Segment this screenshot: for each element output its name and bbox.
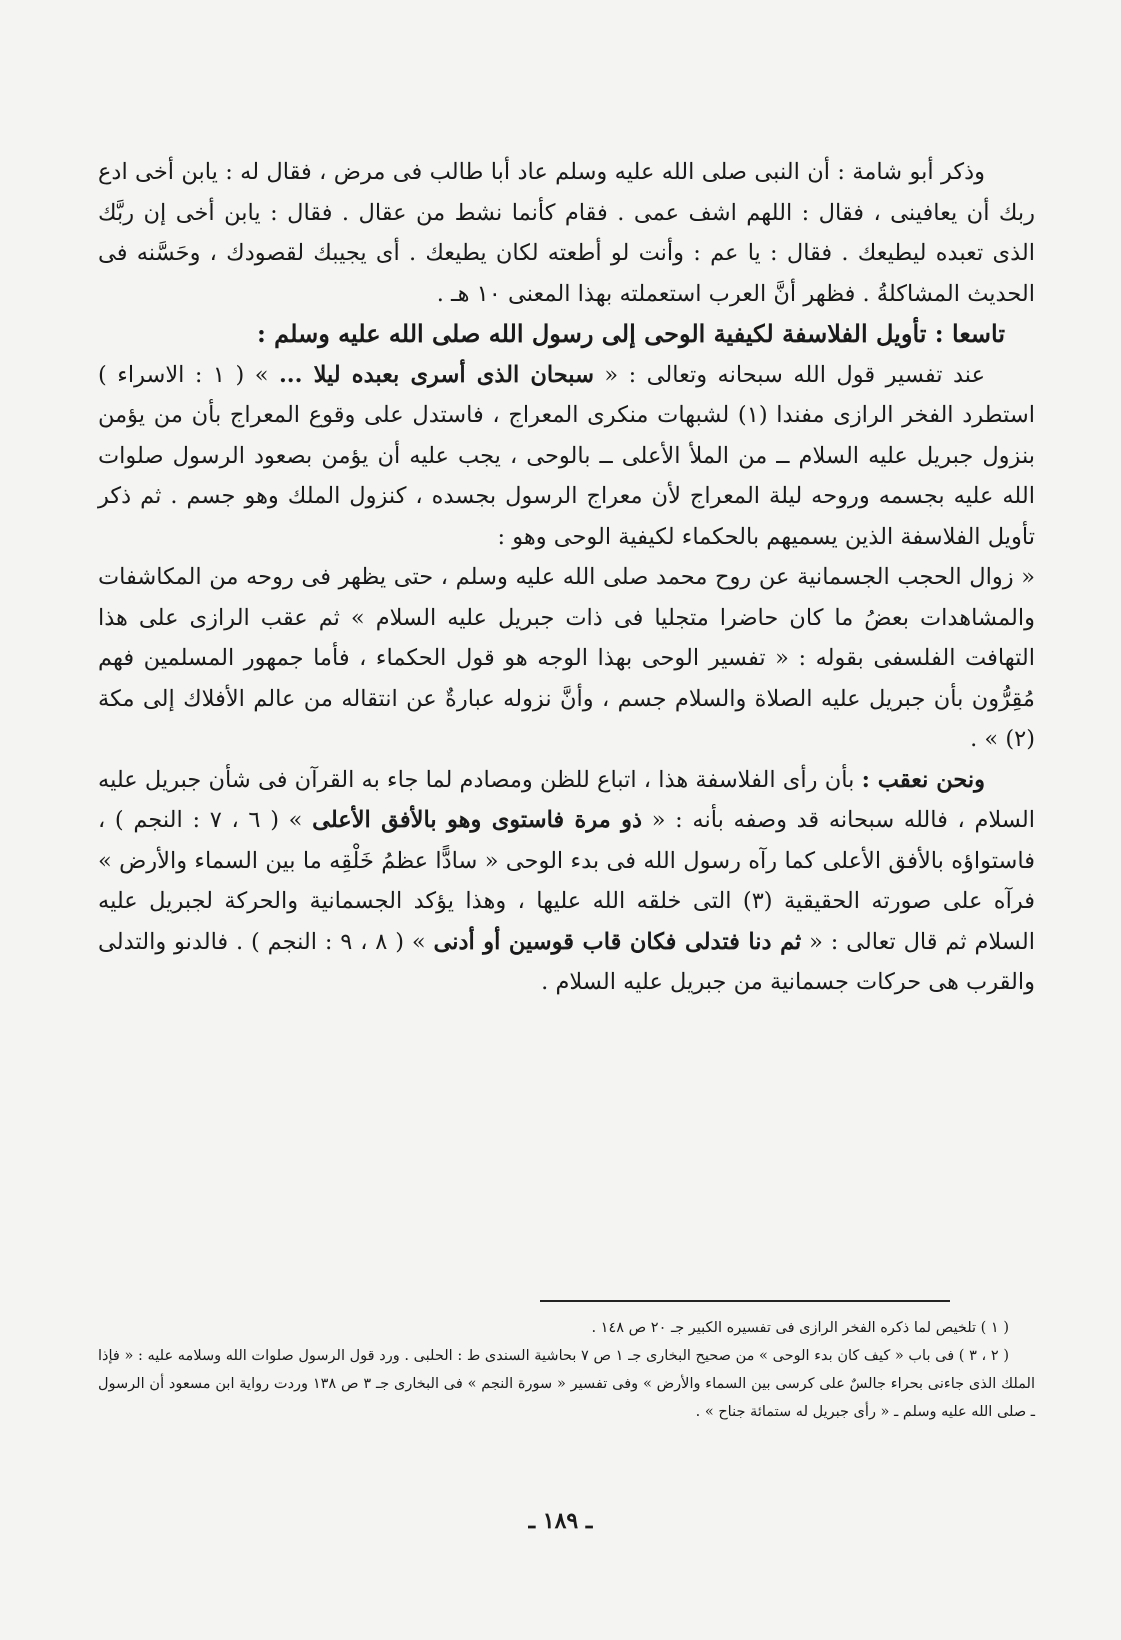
footnote-1: ( ١ ) تلخيص لما ذكره الفخر الرازى فى تفسيره الكبير جـ ٢٠ ص ١٤٨ . — [591, 1320, 1009, 1336]
paragraph-rebuttal-part-a: بأن رأى الفلاسفة هذا ، اتباع للظن ومصادم لما جاء به القرآن فى شأن جبريل عليه السلام ، فالله سبحانه قد وصفه بأنه : « — [98, 766, 1035, 833]
section-heading: تاسعا : تأويل الفلاسفة لكيفية الوحى إلى رسول الله صلى الله عليه وسلم : — [256, 319, 1005, 348]
quran-quote-isra: سبحان الذى أسرى بعبده ليلا ... — [278, 361, 594, 388]
footnote-2-3: ( ٢ ، ٣ ) فى باب « كيف كان بدء الوحى » من صحيح البخارى جـ ١ ص ٧ بحاشية السندى ط : الحلبى . ورد قول الرسول صلوات الله وسلامه عليه : « فإذا الملك الذى جاءنى بحراء جالسٌ على كرسى بين السماء والأرض » وفى تفسير « سورة النجم » فى البخارى جـ ٣ ص ١٣٨ وردت رواية ابن مسعود أن الرسول ـ صلى الله عليه وسلم ـ « رأى جبريل له ستمائة جناح » . — [98, 1348, 1035, 1420]
quran-quote-najm-1: ذو مرة فاستوى وهو بالأفق الأعلى — [312, 807, 643, 833]
main-text — [98, 152, 1035, 1003]
rebuttal-lead: ونحن نعقب : — [861, 766, 985, 793]
paragraph-razi-miraj-part-b: » ( ١ : الاسراء ) استطرد الفخر الرازى مفندا (١) لشبهات منكرى المعراج ، فاستدل على وقوع المعراج بأن من يؤمن بنزول جبريل عليه السلام ــ من الملأ الأعلى ــ بالوحى ، يجب عليه أن يؤمن بصعود الرسول صلوات الله عليه بجسمه وروحه ليلة المعراج لأن معراج الرسول بجسده ، كنزول الملك وهو جسم . ثم ذكر تأويل الفلاسفة الذين يسميهم بالحكماء لكيفية الوحى وهو : — [98, 361, 1036, 550]
quran-quote-najm-2: ثم دنا فتدلى فكان قاب قوسين أو أدنى — [433, 928, 802, 955]
paragraph-philosophers-view: « زوال الحجب الجسمانية عن روح محمد صلى الله عليه وسلم ، حتى يظهر فى روحه من المكاشفات والمشاهدات بعضُ ما كان حاضرا متجليا فى ذات جبريل عليه السلام » ثم عقب الرازى على هذا التهافت الفلسفى بقوله : « تفسير الوحى بهذا الوجه هو قول الحكماء ، فأما جمهور المسلمين فهم مُقِرُّون بأن جبريل عليه الصلاة والسلام جسم ، وأنَّ نزوله عبارةٌ عن انتقاله من عالم الأفلاك إلى مكة (٢) » . — [98, 564, 1035, 752]
footnote-divider — [540, 1300, 950, 1302]
paragraph-abu-shama: وذكر أبو شامة : أن النبى صلى الله عليه وسلم عاد أبا طالب فى مرض ، فقال له : يابن أخى ادع ربك أن يعافينى ، فقال : اللهم اشف عمى . فقام كأنما نشط من عقال . فقال : يابن أخى إن ربَّك الذى تعبده ليطيعك . فقال : يا عم : وأنت لو أطعته لكان يطيعك . أى يجيبك لقصودك ، وحَسَّنه فى الحديث المشاكلةُ . فظهر أنَّ العرب استعملته بهذا المعنى ١٠ هـ . — [98, 159, 1035, 307]
page-number: ـ ١٨٩ ـ — [528, 1508, 593, 1534]
paragraph-razi-miraj — [98, 355, 1035, 558]
footnotes — [98, 1314, 1035, 1426]
paragraph-rebuttal-part-b: » ( ٦ ، ٧ : النجم ) ، فاستواؤه بالأفق الأعلى كما رآه رسول الله فى بدء الوحى « سادًّا عظمُ خَلْقِه ما بين السماء والأرض » فرآه على صورته الحقيقية (٣) التى خلقه الله عليها ، وهذا يؤكد الجسمانية والحركة لجبريل عليه السلام ثم قال تعالى : « — [98, 807, 1035, 955]
paragraph-rebuttal-part-c: » ( ٨ ، ٩ : النجم ) . فالدنو والتدلى والقرب هى حركات جسمانية من جبريل عليه السلام . — [98, 928, 1035, 995]
paragraph-rebuttal — [98, 760, 1035, 1003]
paragraph-razi-miraj-part-a: عند تفسير قول الله سبحانه وتعالى : « — [604, 361, 986, 388]
